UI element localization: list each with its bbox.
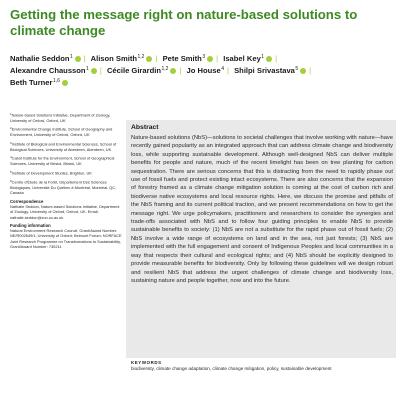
affiliation-text: Nature-based Solutions Initiative, Department of Zoology, University of Oxford, Oxford, UK: [10, 112, 111, 123]
author-item: [10, 78, 68, 87]
affiliation: [10, 155, 122, 166]
affiliation-text: Cabot Institute for the Environment, School of Geographical Sciences, University of Bristol, Bristol, UK: [10, 155, 115, 167]
affiliation-text: Centre d'Étude de la Forêt, Département Des Sciences Biologiques, Université Du Québec à Montréal, Montréal, QC, Canada: [10, 179, 117, 196]
keywords-text: biodiversity, climate change adaptation, climate change mitigation, policy, sustainable development: [131, 366, 332, 371]
author-name: Jo House: [186, 66, 221, 75]
affiliation-text: Institute of Development Studies, Brighton, UK: [11, 170, 92, 176]
orcid-icon[interactable]: [62, 80, 68, 86]
affiliation-sup: 2: [10, 126, 12, 131]
author-separator: |: [275, 54, 278, 63]
abstract-box: [126, 120, 396, 358]
author-separator: |: [155, 54, 158, 63]
orcid-icon[interactable]: [266, 56, 272, 62]
affiliation-sup: 4: [10, 155, 12, 160]
affiliation: [10, 141, 122, 152]
author-affil-sup: 1,2: [137, 54, 145, 60]
author-name: Nathalie Seddon: [10, 54, 70, 63]
keywords-heading: KEYWORDS: [131, 360, 162, 365]
author-name: Cécile Girardin: [106, 66, 161, 75]
affiliation-text: Institute of Biological and Environmental Sciences, School of Biological Sciences, University of Aberdeen, Aberdeen, UK: [10, 141, 117, 152]
author-item: [223, 54, 272, 63]
author-name: Alexandre Chausson: [10, 66, 86, 75]
orcid-icon[interactable]: [300, 68, 306, 74]
author-item: [234, 66, 306, 75]
author-name: Isabel Key: [223, 54, 261, 63]
abstract-text: Nature-based solutions (NbS)—solutions to societal challenges that involve working with nature—have recently gained popularity as an integrated approach that can address climate change and biodiversity loss, while supporting sustainable development. Although well-designed NbS can deliver multiple benefits for people and nature, much of the recent limelight has been on tree planting for carbon sequestration. There are serious concerns that this is distracting from the need to rapidly phase out use of fossil fuels and protect existing intact ecosystems. There are also concerns that the expansion of forestry framed as a climate change mitigation solution is coming at the cost of carbon rich and biodiverse native ecosystems and local resource rights. Here, we discuss the promise and pitfalls of the NbS framing and its current political traction, and we present recommendations on how to get the message right. We urge policymakers, practitioners and researchers to consider the synergies and trade-offs associated with NbS and to follow four guiding principles to enable NbS to provide sustainable benefits to society: (1) NbS are not a substitute for the rapid phase out of fossil fuels; (2) NbS involve a wide range of ecosystems on land and in the sea, not just forests; (3) NbS are implemented with the full engagement and consent of Indigenous Peoples and local communities in a way that respects their cultural and ecological rights; and (4) NbS should be explicitly designed to provide measurable benefits for biodiversity. Only by following these guidelines will we design robust and resilient NbS that address the urgent challenges of climate change and biodiversity loss, sustaining nature and people together, now and into the future.: [131, 135, 393, 284]
funding-text: Natural Environment Research Council, Grant/Award Number: NE/R002649/1; University of Oxford; Belmont Forum; NORFACE Joint Research Programme on Transformations to Sustainability, Grant/Award Number: 730211: [10, 228, 122, 249]
orcid-icon[interactable]: [91, 68, 97, 74]
author-separator: |: [227, 66, 229, 75]
author-separator: |: [216, 54, 219, 63]
author-separator: |: [99, 66, 102, 75]
affiliation-text: Environmental Change Institute, School of Geography and Environment, University of Oxford, Oxford, UK: [10, 126, 113, 138]
affiliation-sup: 3: [10, 140, 12, 145]
orcid-icon[interactable]: [170, 68, 176, 74]
keywords-section: [131, 360, 393, 372]
affiliation: [10, 179, 122, 195]
author-name: Alison Smith: [90, 54, 138, 63]
author-name: Shilpi Srivastava: [234, 66, 295, 75]
abstract-heading: Abstract: [131, 124, 159, 131]
author-name: Pete Smith: [162, 54, 202, 63]
funding-heading: Funding information: [10, 222, 51, 228]
article-title: Getting the message right on nature-based solutions to climate change: [10, 7, 358, 38]
author-affil-sup: 5: [295, 66, 299, 72]
author-affil-sup: 1: [86, 66, 89, 72]
correspondence-text: Nathalie Seddon, Nature-based Solutions Initiative, Department of Zoology, University of Oxford, Oxford, UK. Email: nathalie.seddon@zoo.ox.ac.uk: [10, 204, 120, 220]
affiliation-sup: 5: [10, 169, 12, 174]
author-list: [10, 52, 395, 88]
affiliation: [10, 170, 122, 176]
author-affil-sup: 1,2: [161, 66, 169, 72]
orcid-icon[interactable]: [75, 56, 81, 62]
author-separator: |: [83, 54, 86, 63]
author-separator: |: [309, 66, 312, 75]
author-item: [91, 54, 153, 63]
affiliation: [10, 112, 122, 123]
orcid-icon[interactable]: [207, 56, 213, 62]
author-item: [107, 66, 176, 75]
affiliations-column: [10, 112, 122, 252]
author-separator: |: [179, 66, 182, 75]
author-item: [10, 54, 81, 63]
author-affil-sup: 4: [221, 66, 224, 72]
affiliation-sup: 1: [10, 112, 12, 116]
author-affil-sup: 1: [261, 54, 265, 60]
author-item: [187, 66, 224, 75]
affiliation-sup: 6: [10, 179, 12, 184]
author-affil-sup: 1: [70, 54, 73, 60]
author-affil-sup: 3: [202, 54, 206, 60]
orcid-icon[interactable]: [146, 56, 152, 62]
correspondence-heading: Correspondence: [10, 198, 44, 204]
author-item: [163, 54, 214, 63]
author-affil-sup: 1,6: [52, 78, 60, 84]
author-name: Beth Turner: [10, 78, 53, 87]
affiliation: [10, 126, 122, 137]
author-item: [10, 66, 97, 75]
